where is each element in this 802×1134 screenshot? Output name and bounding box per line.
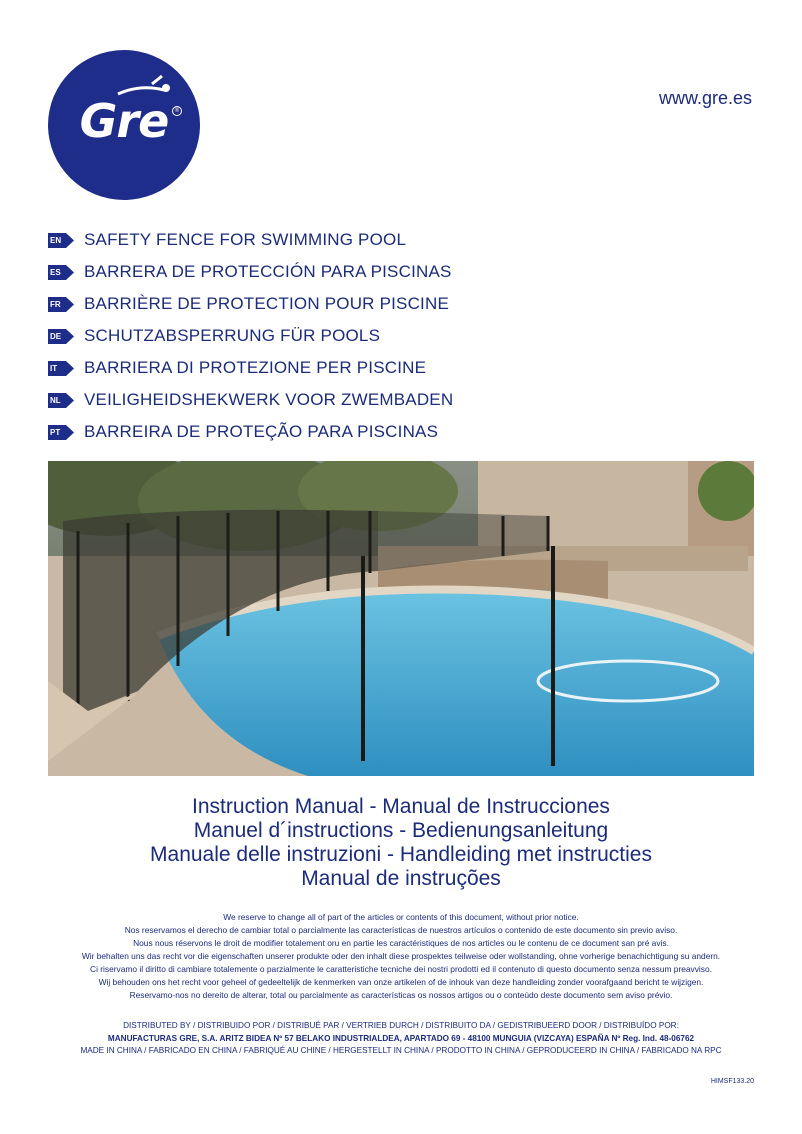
title-row-nl: [48, 384, 453, 416]
title-text: BARRIÈRE DE PROTECTION POUR PISCINE: [84, 294, 449, 313]
disclaimer-line: Wir behalten uns das recht vor die eigenschaften unserer produkte oder den inhalt diese prospektes teilweise oder wollstanding, ohne vorherige benachichtigung su andern.: [81, 951, 721, 961]
distributed-by-line: DISTRIBUTED BY / DISTRIBUIDO POR / DISTRIBUÉ PAR / VERTRIEB DURCH / DISTRIBUITO DA / GEDISTRIBUEERD DOOR / DISTRIBUÍDO POR:: [123, 1021, 679, 1030]
lang-code: DE: [50, 331, 62, 341]
lang-code: FR: [50, 299, 61, 309]
flag-arrow-icon: [48, 297, 74, 312]
lang-code: NL: [50, 395, 61, 405]
title-text: BARRERA DE PROTECCIÓN PARA PISCINAS: [84, 262, 452, 281]
registered-mark: ®: [172, 106, 182, 116]
flag-arrow-icon: [48, 393, 74, 408]
manual-title-line: Manual de instruções: [301, 867, 501, 890]
gre-logo: [48, 50, 200, 200]
title-text: SAFETY FENCE FOR SWIMMING POOL: [84, 230, 407, 249]
lang-code: PT: [50, 427, 61, 437]
logo-wordmark: Gre: [79, 94, 169, 148]
company-address-line: MANUFACTURAS GRE, S.A. ARITZ BIDEA Nº 57 BELAKO INDUSTRIALDEA, APARTADO 69 - 48100 MUNGUIA (VIZCAYA) ESPAÑA Nº Reg. Ind. 48-06762: [107, 1033, 695, 1043]
pool-fence-photo: [48, 461, 754, 776]
disclaimer-block: [0, 911, 802, 1002]
distribution-block: [0, 1020, 802, 1058]
manual-title-line: Manuale delle instruzioni - Handleiding met instructies: [150, 843, 652, 866]
title-text: BARREIRA DE PROTEÇÃO PARA PISCINAS: [84, 422, 439, 441]
flag-arrow-icon: [48, 361, 74, 376]
manual-title-line: Manuel d´instructions - Bedienungsanleitung: [193, 819, 609, 842]
flag-arrow-icon: [48, 329, 74, 344]
flag-arrow-icon: [48, 425, 74, 440]
product-titles: [48, 224, 453, 448]
title-text: BARRIERA DI PROTEZIONE PER PISCINE: [84, 358, 427, 377]
disclaimer-line: Nous nous réservons le droit de modifier totalement oru en partie les caractéristiques de nos articles ou le contenu de ce document san pré avis.: [133, 938, 669, 948]
disclaimer-line: Wij behouden ons het recht voor geheel of gedeeltelijk de kenmerken van onze artikelen of de inhouk van deze handleiding zonder voorafgaand bericht te wijzigen.: [98, 977, 704, 987]
disclaimer-line: We reserve to change all of part of the articles or contents of this document, without prior notice.: [223, 912, 579, 922]
title-row-it: [48, 352, 453, 384]
title-row-pt: [48, 416, 453, 448]
title-text: SCHUTZABSPERRUNG FÜR POOLS: [84, 326, 381, 345]
disclaimer-line: Reservamo-nos no dereito de alterar, total ou parcialmente as características os nossos artigos ou o conteúdo deste documento sem aviso prévio.: [129, 990, 673, 1000]
disclaimer-line: Nos reservamos el derecho de cambiar total o parcialmente las características de nuestros artículos o contenido de este documento sin previo aviso.: [124, 925, 678, 935]
title-row-en: [48, 224, 453, 256]
lang-code: EN: [50, 235, 62, 245]
document-reference: HIMSF133.20: [710, 1078, 754, 1085]
title-text: VEILIGHEIDSHEKWERK VOOR ZWEMBADEN: [84, 390, 454, 409]
title-row-fr: [48, 288, 453, 320]
title-row-de: [48, 320, 453, 352]
title-row-es: [48, 256, 453, 288]
website-link[interactable]: www.gre.es: [658, 88, 752, 108]
flag-arrow-icon: [48, 233, 74, 248]
disclaimer-line: Ci riservamo il diritto di cambiare totalemente o parzialmente le caratteristiche tecniche dei nostri prodotti ed il contenuto di questo documento senza nessum preavviso.: [90, 964, 712, 974]
manual-title-line: Instruction Manual - Manual de Instrucciones: [192, 795, 610, 818]
lang-code: ES: [50, 267, 61, 277]
made-in-line: MADE IN CHINA / FABRICADO EN CHINA / FABRIQUÉ AU CHINE / HERGESTELLT IN CHINA / PRODOTTO IN CHINA / GEPRODUCEERD IN CHINA / FABRICADO NA RPC: [80, 1046, 722, 1055]
manual-titles: [0, 795, 802, 891]
lang-code: IT: [50, 363, 58, 373]
flag-arrow-icon: [48, 265, 74, 280]
